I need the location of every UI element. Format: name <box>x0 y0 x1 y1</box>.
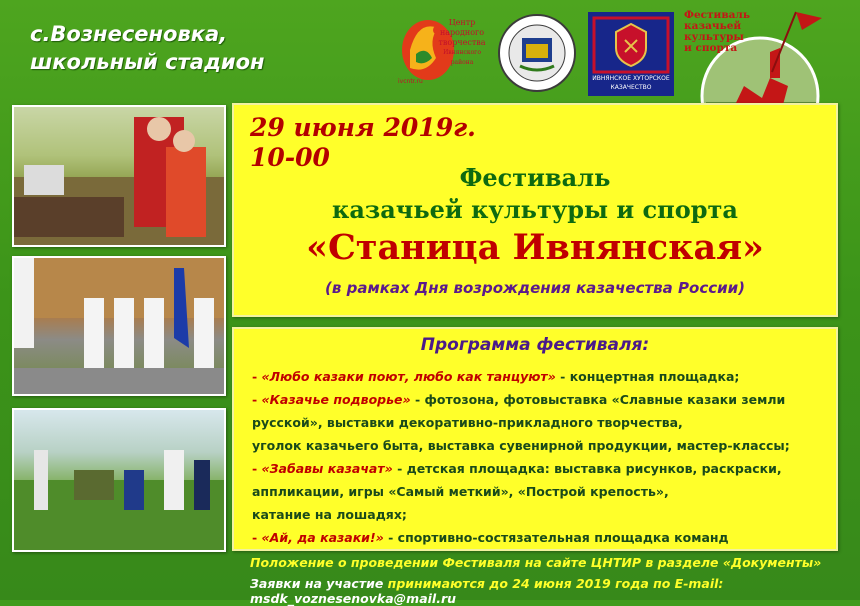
festival-logo-line1: Фестиваль <box>684 9 750 21</box>
program-heading: Программа фестиваля: <box>420 335 650 355</box>
photo-cossack-ranks <box>12 256 226 396</box>
program-item-title: «Казачье подворье» <box>261 392 411 407</box>
footer-email-link[interactable]: msdk_voznesenovka@mail.ru <box>250 591 457 606</box>
folk-center-line3: творчества <box>438 38 486 47</box>
program-item-desc: русской», выставки декоративно-прикладного творчества, <box>252 415 683 430</box>
kazachestvo-line2: КАЗАЧЕСТВО <box>610 84 652 91</box>
footer-line-1 <box>250 555 850 570</box>
festival-logo-line3: культуры <box>684 31 744 43</box>
program-item-desc: катание на лошадях; <box>252 507 407 522</box>
program-item: - «Ай, да казаки!» - спортивно-состязательная площадка команд <box>252 530 729 545</box>
folk-center-line1: Центр <box>448 18 476 27</box>
school-emblem-icon <box>498 14 576 92</box>
venue-line2: школьный стадион <box>30 50 265 74</box>
program-item-desc: аппликации, игры «Самый меткий», «Построй крепость», <box>252 484 669 499</box>
event-date: 29 июня 2019г. <box>250 113 476 142</box>
festival-title: «Станица Ивнянская» <box>306 227 764 268</box>
venue-line1: с.Вознесеновка, <box>30 22 228 46</box>
folk-center-line2: народного <box>439 28 485 37</box>
school-emblem <box>498 14 576 92</box>
program-item: - «Любо казаки поют, любо как танцуют» - концертная площадка; <box>252 369 740 384</box>
footer-line-2 <box>250 576 850 606</box>
program-item-desc: - концертная площадка; <box>555 369 740 384</box>
photo-cossack-women <box>12 105 226 247</box>
festival-subtitle: (в рамках Дня возрождения казачества России) <box>325 279 745 297</box>
program-list <box>252 365 832 549</box>
footer-documents-link[interactable]: «Документы» <box>722 555 822 570</box>
program-item-title: «Забавы казачат» <box>261 461 393 476</box>
program-item-cont <box>252 480 832 503</box>
festival-logo-line4: и спорта <box>684 42 738 54</box>
program-item-cont <box>252 503 832 526</box>
event-info-panel <box>232 103 838 317</box>
footer-regulation-text: о проведении Фестиваля на сайте ЦНТИР в разделе <box>333 555 723 570</box>
kazachestvo-line1: ИВНЯНСКОЕ ХУТОРСКОЕ <box>592 75 670 82</box>
folk-center-logo <box>398 10 486 88</box>
folk-center-line4: Ивнянского района <box>443 49 481 66</box>
program-item: - «Казачье подворье» - фотозона, фотовыставка «Славные казаки земли <box>252 392 786 407</box>
cossack-shield-icon <box>588 12 674 74</box>
festival-description: казачьей культуры и спорта <box>332 195 738 224</box>
photo-cossack-ranks-image <box>14 258 224 394</box>
program-item: - «Забавы казачат» - детская площадка: выставка рисунков, раскраски, <box>252 461 782 476</box>
program-panel <box>232 327 838 551</box>
program-item-cont <box>252 411 832 434</box>
program-item-desc: - спортивно-состязательная площадка команд <box>383 530 729 545</box>
footer-applications-text: принимаются до 24 июня 2019 года по E-mail: <box>383 576 724 591</box>
program-item-title: «Ай, да казаки!» <box>261 530 384 545</box>
program-item-desc: - фотозона, фотовыставка «Славные казаки земли <box>410 392 786 407</box>
festival-logo-line2: казачьей <box>684 20 742 32</box>
folk-center-url: ivcntr.ru <box>398 78 423 85</box>
photo-tug-of-war-image <box>14 410 224 550</box>
festival-label: Фестиваль <box>459 163 611 192</box>
program-item-title: «Любо казаки поют, любо как танцуют» <box>261 369 556 384</box>
program-item-desc: - детская площадка: выставка рисунков, раскраски, <box>392 461 782 476</box>
footer-regulation-label: Положение <box>250 555 334 570</box>
footer-applications-label: Заявки на участие <box>250 576 384 591</box>
photo-cossack-women-image <box>14 107 224 245</box>
program-item-desc: уголок казачьего быта, выставка сувенирной продукции, мастер-классы; <box>252 438 790 453</box>
event-time: 10-00 <box>250 143 330 172</box>
venue-text <box>30 20 265 76</box>
kazachestvo-logo <box>588 12 674 96</box>
program-item-cont <box>252 434 832 457</box>
photo-tug-of-war <box>12 408 226 552</box>
